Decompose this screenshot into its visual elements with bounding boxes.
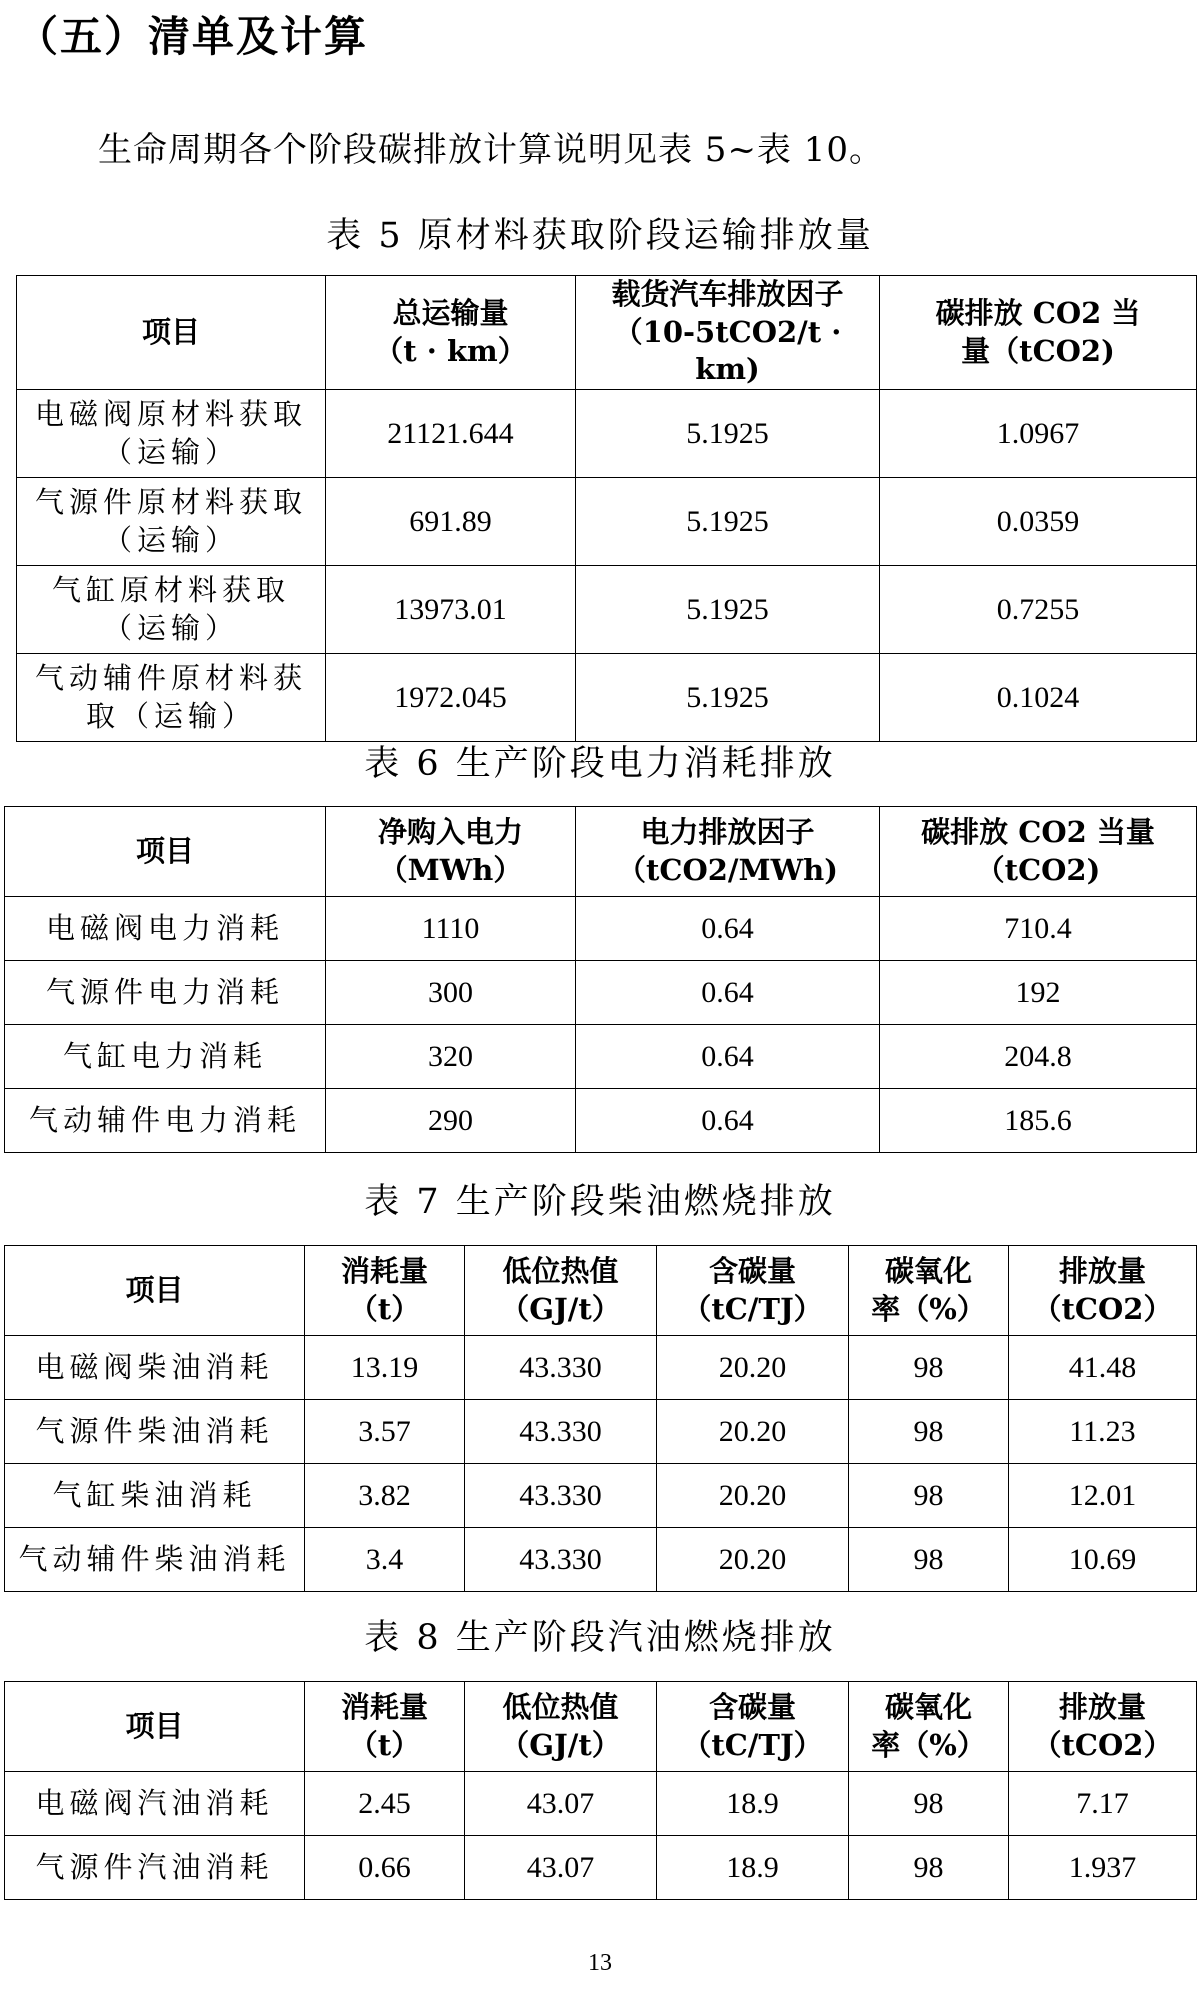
row-value-cell: 20.20 xyxy=(657,1336,849,1400)
table5-header-unit: （10-5tCO2/t · km) xyxy=(613,314,842,387)
row-value-cell: 0.1024 xyxy=(880,654,1197,742)
table7-header-cell xyxy=(657,1246,849,1336)
table7-header-row xyxy=(5,1246,1197,1336)
table5-caption: 表 5 原材料获取阶段运输排放量 xyxy=(326,216,874,256)
row-value-cell: 98 xyxy=(849,1464,1009,1528)
table7-header-label: 碳氧化 xyxy=(884,1253,972,1288)
table-row xyxy=(5,897,1197,961)
row-item-name: 气源件原材料获取（运输） xyxy=(17,478,326,566)
row-value-cell: 710.4 xyxy=(880,897,1197,961)
table6-header-cell xyxy=(576,807,880,897)
row-value-cell: 20.20 xyxy=(657,1528,849,1592)
row-value-cell: 41.48 xyxy=(1009,1336,1197,1400)
row-value-cell: 0.64 xyxy=(576,1025,880,1089)
row-value-cell: 98 xyxy=(849,1400,1009,1464)
table5-header-cell xyxy=(576,276,880,390)
table8-header-label: 排放量 xyxy=(1058,1689,1146,1724)
row-value-cell: 0.64 xyxy=(576,961,880,1025)
table5 xyxy=(16,275,1197,742)
intro-paragraph: 生命周期各个阶段碳排放计算说明见表 5~表 10。 xyxy=(98,130,884,170)
row-value-cell: 43.330 xyxy=(465,1336,657,1400)
table7-header-label: 排放量 xyxy=(1058,1253,1146,1288)
row-value-cell: 320 xyxy=(326,1025,576,1089)
row-value-cell: 13973.01 xyxy=(326,566,576,654)
table-row xyxy=(17,478,1197,566)
row-item-name: 气缸原材料获取（运输） xyxy=(17,566,326,654)
row-value-cell: 5.1925 xyxy=(576,390,880,478)
table5-header-unit: （t · km） xyxy=(374,333,527,368)
table7-header-label: 低位热值 xyxy=(502,1253,619,1288)
table7 xyxy=(4,1245,1197,1592)
row-value-cell: 1.0967 xyxy=(880,390,1197,478)
row-value-cell: 192 xyxy=(880,961,1197,1025)
table5-header-cell xyxy=(326,276,576,390)
row-item-name: 气源件电力消耗 xyxy=(5,961,326,1025)
row-value-cell: 290 xyxy=(326,1089,576,1153)
table5-header-label: 载货汽车排放因子 xyxy=(611,277,844,311)
row-value-cell: 1.937 xyxy=(1009,1836,1197,1900)
table8-header-row xyxy=(5,1682,1197,1772)
row-value-cell: 43.07 xyxy=(465,1836,657,1900)
table8-header-cell xyxy=(657,1682,849,1772)
table6-header-label: 电力排放因子 xyxy=(640,814,815,849)
row-value-cell: 98 xyxy=(849,1836,1009,1900)
row-value-cell: 10.69 xyxy=(1009,1528,1197,1592)
table-row xyxy=(5,1089,1197,1153)
table7-caption: 表 7 生产阶段柴油燃烧排放 xyxy=(364,1182,836,1222)
row-item-name: 气缸电力消耗 xyxy=(5,1025,326,1089)
row-value-cell: 0.0359 xyxy=(880,478,1197,566)
table8-header-label: 含碳量 xyxy=(708,1689,796,1724)
row-value-cell: 204.8 xyxy=(880,1025,1197,1089)
row-value-cell: 98 xyxy=(849,1772,1009,1836)
row-value-cell: 43.330 xyxy=(465,1464,657,1528)
table6-header-unit: （tCO2/MWh) xyxy=(617,852,838,887)
table6-header-label: 碳排放 CO2 当量 xyxy=(921,814,1155,849)
table-row xyxy=(5,1400,1197,1464)
table6-header-label: 净购入电力 xyxy=(377,814,523,849)
table8-header-label: 低位热值 xyxy=(502,1689,619,1724)
table7-header-unit: （tC/TJ） xyxy=(682,1291,823,1326)
table5-header-cell xyxy=(17,276,326,390)
row-value-cell: 0.66 xyxy=(305,1836,465,1900)
table8-caption: 表 8 生产阶段汽油燃烧排放 xyxy=(364,1618,836,1658)
row-value-cell: 11.23 xyxy=(1009,1400,1197,1464)
table8-header-cell xyxy=(849,1682,1009,1772)
table7-header-cell xyxy=(849,1246,1009,1336)
row-value-cell: 20.20 xyxy=(657,1400,849,1464)
row-item-name: 气动辅件电力消耗 xyxy=(5,1089,326,1153)
table6-header-unit: （tCO2) xyxy=(975,852,1101,887)
row-value-cell: 21121.644 xyxy=(326,390,576,478)
table7-header-cell xyxy=(305,1246,465,1336)
table5-header-row xyxy=(17,276,1197,390)
table8-header-cell xyxy=(5,1682,305,1772)
table7-header-unit: （t） xyxy=(348,1291,421,1326)
row-value-cell: 43.07 xyxy=(465,1772,657,1836)
table-row xyxy=(5,1528,1197,1592)
table8-header-unit: （GJ/t） xyxy=(500,1727,621,1762)
table8-header-cell xyxy=(1009,1682,1197,1772)
row-value-cell: 18.9 xyxy=(657,1836,849,1900)
table7-header-unit: 率（%） xyxy=(871,1291,986,1326)
table8-header-unit: （tC/TJ） xyxy=(682,1727,823,1762)
row-value-cell: 5.1925 xyxy=(576,654,880,742)
table7-header-label: 消耗量 xyxy=(340,1253,428,1288)
row-value-cell: 98 xyxy=(849,1336,1009,1400)
row-value-cell: 43.330 xyxy=(465,1528,657,1592)
row-item-name: 电磁阀原材料获取（运输） xyxy=(17,390,326,478)
row-value-cell: 1972.045 xyxy=(326,654,576,742)
row-value-cell: 1110 xyxy=(326,897,576,961)
table6-header-row xyxy=(5,807,1197,897)
table-row xyxy=(5,1772,1197,1836)
table8-header-label: 消耗量 xyxy=(340,1689,428,1724)
table-row xyxy=(5,1025,1197,1089)
table7-header-label: 含碳量 xyxy=(708,1253,796,1288)
row-item-name: 电磁阀电力消耗 xyxy=(5,897,326,961)
table7-header-cell xyxy=(1009,1246,1197,1336)
row-value-cell: 0.64 xyxy=(576,897,880,961)
table6-header-label: 项目 xyxy=(135,833,194,868)
table7-header-unit: （GJ/t） xyxy=(500,1291,621,1326)
table6-caption: 表 6 生产阶段电力消耗排放 xyxy=(364,744,836,784)
row-value-cell: 98 xyxy=(849,1528,1009,1592)
table-row xyxy=(17,566,1197,654)
table5-header-label: 碳排放 CO2 当 xyxy=(935,295,1141,330)
table8-header-unit: （tCO2） xyxy=(1032,1727,1173,1762)
row-value-cell: 691.89 xyxy=(326,478,576,566)
row-value-cell: 3.82 xyxy=(305,1464,465,1528)
table8-header-label: 项目 xyxy=(125,1708,184,1743)
row-value-cell: 18.9 xyxy=(657,1772,849,1836)
table8-header-cell xyxy=(305,1682,465,1772)
table-row xyxy=(17,654,1197,742)
row-item-name: 气动辅件柴油消耗 xyxy=(5,1528,305,1592)
row-item-name: 气源件柴油消耗 xyxy=(5,1400,305,1464)
table5-header-label: 项目 xyxy=(141,314,200,349)
table7-header-cell xyxy=(5,1246,305,1336)
table7-header-unit: （tCO2） xyxy=(1032,1291,1173,1326)
row-value-cell: 5.1925 xyxy=(576,566,880,654)
table5-header-label: 总运输量 xyxy=(392,295,509,330)
table-row xyxy=(5,961,1197,1025)
row-item-name: 气缸柴油消耗 xyxy=(5,1464,305,1528)
table7-header-label: 项目 xyxy=(125,1272,184,1307)
table8-header-cell xyxy=(465,1682,657,1772)
row-value-cell: 43.330 xyxy=(465,1400,657,1464)
table-row xyxy=(5,1336,1197,1400)
row-value-cell: 300 xyxy=(326,961,576,1025)
table8-header-label: 碳氧化 xyxy=(884,1689,972,1724)
table6-header-cell xyxy=(880,807,1197,897)
row-item-name: 电磁阀柴油消耗 xyxy=(5,1336,305,1400)
table7-header-cell xyxy=(465,1246,657,1336)
row-item-name: 气动辅件原材料获取（运输） xyxy=(17,654,326,742)
row-item-name: 电磁阀汽油消耗 xyxy=(5,1772,305,1836)
table-row xyxy=(5,1836,1197,1900)
table6-header-cell xyxy=(326,807,576,897)
row-value-cell: 3.4 xyxy=(305,1528,465,1592)
table-row xyxy=(17,390,1197,478)
table-row xyxy=(5,1464,1197,1528)
table8-header-unit: （t） xyxy=(348,1727,421,1762)
row-value-cell: 0.7255 xyxy=(880,566,1197,654)
row-value-cell: 0.64 xyxy=(576,1089,880,1153)
row-value-cell: 13.19 xyxy=(305,1336,465,1400)
table5-header-cell xyxy=(880,276,1197,390)
row-value-cell: 12.01 xyxy=(1009,1464,1197,1528)
row-item-name: 气源件汽油消耗 xyxy=(5,1836,305,1900)
row-value-cell: 7.17 xyxy=(1009,1772,1197,1836)
table6-header-unit: （MWh） xyxy=(378,852,523,887)
table6-header-cell xyxy=(5,807,326,897)
section-heading: （五）清单及计算 xyxy=(16,12,369,61)
table8-header-unit: 率（%） xyxy=(871,1727,986,1762)
page-number: 13 xyxy=(588,1950,612,1976)
table8 xyxy=(4,1681,1197,1900)
row-value-cell: 2.45 xyxy=(305,1772,465,1836)
table5-header-unit: 量（tCO2) xyxy=(961,333,1115,368)
row-value-cell: 185.6 xyxy=(880,1089,1197,1153)
row-value-cell: 5.1925 xyxy=(576,478,880,566)
row-value-cell: 3.57 xyxy=(305,1400,465,1464)
table6 xyxy=(4,806,1197,1153)
row-value-cell: 20.20 xyxy=(657,1464,849,1528)
